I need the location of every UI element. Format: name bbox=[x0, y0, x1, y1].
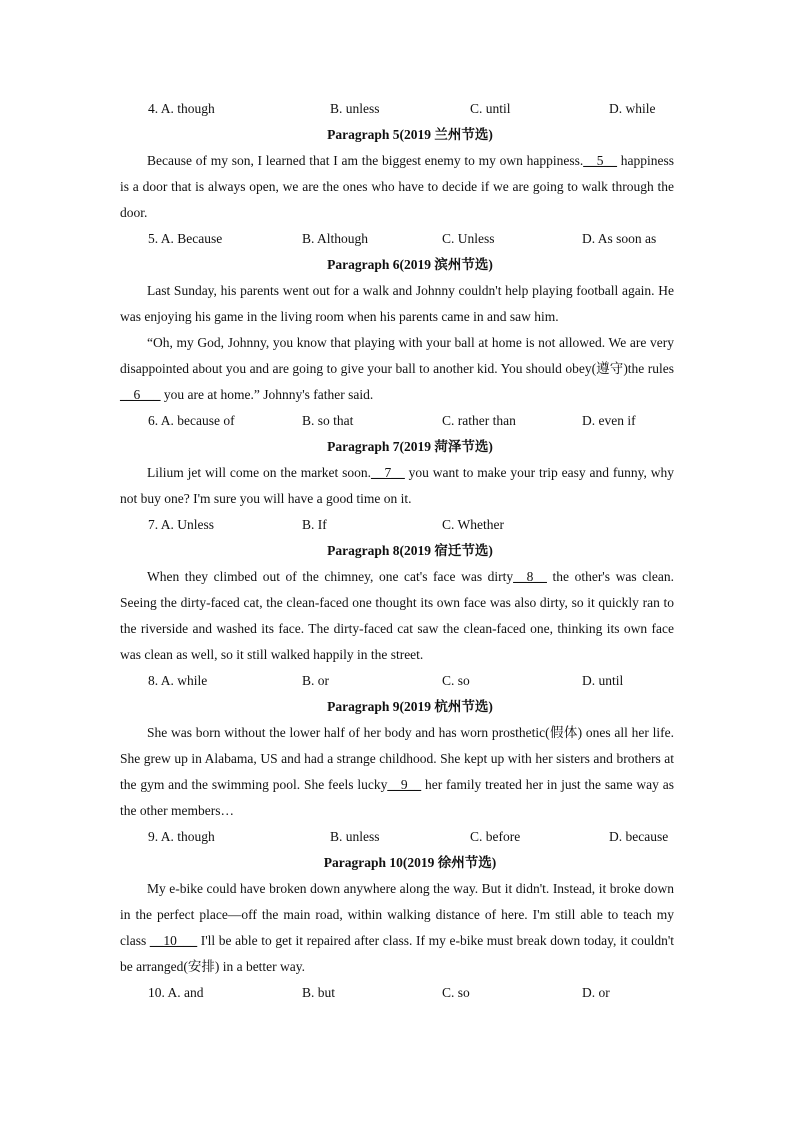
q5-a-text: A. Because bbox=[160, 231, 223, 246]
q10-option-d: D. or bbox=[582, 985, 610, 1000]
q7-a-text: A. Unless bbox=[160, 517, 215, 532]
paragraph-5-text bbox=[120, 148, 674, 226]
paragraph-6-text-1 bbox=[120, 278, 674, 330]
q6-a-text: A. because of bbox=[160, 413, 235, 428]
question-5-options bbox=[148, 229, 688, 249]
q10-option-c: C. so bbox=[442, 985, 470, 1000]
q10-option-b: B. but bbox=[302, 985, 336, 1000]
paragraph-6-text-2 bbox=[120, 330, 674, 408]
paragraph-6-heading: Paragraph 6(2019 滨州节选) bbox=[327, 257, 493, 272]
q5-option-a bbox=[148, 229, 222, 249]
p9-text-before: She was born without the lower half of her body and has worn prosthetic(假体) ones all her life. She grew up in Alabama, US and had a strange childhood. She kept up with her sisters and brothers at the gym and the swimming pool. She feels lucky bbox=[120, 725, 674, 792]
question-6-options bbox=[148, 411, 688, 431]
p6-text-2-after: you are at home.” Johnny's father said. bbox=[163, 387, 374, 402]
q6-option-a bbox=[148, 411, 235, 431]
paragraph-9-heading: Paragraph 9(2019 杭州节选) bbox=[327, 699, 493, 714]
p5-text-before: Because of my son, I learned that I am the biggest enemy to my own happiness. bbox=[147, 153, 584, 168]
p10-text-before: My e-bike could have broken down anywhere along the way. But it didn't. Instead, it broke down in the perfect place—off the main road, within walking distance of here. I'm still able to teach my class bbox=[120, 881, 674, 948]
p6-text-1: Last Sunday, his parents went out for a walk and Johnny couldn't help playing football again. He was enjoying his game in the living room when his parents came in and saw him. bbox=[120, 283, 674, 324]
q6-number: 6. bbox=[148, 413, 159, 428]
q8-option-c: C. so bbox=[442, 673, 470, 688]
paragraph-7-heading: Paragraph 7(2019 菏泽节选) bbox=[327, 439, 493, 454]
q10-a-text: A. and bbox=[167, 985, 204, 1000]
q4-option-b: B. unless bbox=[330, 101, 380, 116]
q5-option-d: D. As soon as bbox=[582, 231, 657, 246]
q8-option-d: D. until bbox=[582, 673, 624, 688]
q9-number: 9. bbox=[148, 829, 159, 844]
q4-option-d: D. while bbox=[609, 101, 656, 116]
p8-text-after: the other's was clean. Seeing the dirty-faced cat, the clean-faced one thought its own face was also dirty, so it quickly ran to the riverside and washed its face. The dirty-faced cat saw the clean-faced one, thinking its own face was clean as well, so it still walked happily in the street. bbox=[120, 569, 674, 662]
p6-text-2-before: “Oh, my God, Johnny, you know that playing with your ball at home is not allowed. We are very disappointed about you and are going to give your ball to another kid. You should obey(遵守)the rules bbox=[120, 335, 674, 376]
q9-option-b: B. unless bbox=[330, 829, 380, 844]
q7-option-b: B. If bbox=[302, 517, 327, 532]
q6-option-d: D. even if bbox=[582, 413, 636, 428]
q5-option-c: C. Unless bbox=[442, 231, 495, 246]
blank-9: __9__ bbox=[387, 777, 422, 792]
paragraph-8-heading: Paragraph 8(2019 宿迁节选) bbox=[327, 543, 493, 558]
question-8-options bbox=[148, 671, 688, 691]
q4-option-c: C. until bbox=[470, 101, 511, 116]
paragraph-9-text bbox=[120, 720, 674, 824]
q6-option-b: B. so that bbox=[302, 413, 354, 428]
blank-8: __8__ bbox=[513, 569, 547, 584]
p7-text-before: Lilium jet will come on the market soon. bbox=[147, 465, 371, 480]
blank-6: __6___ bbox=[120, 387, 161, 402]
q6-option-c: C. rather than bbox=[442, 413, 516, 428]
q7-option-c: C. Whether bbox=[442, 517, 504, 532]
q10-number: 10. bbox=[148, 985, 165, 1000]
q7-number: 7. bbox=[148, 517, 159, 532]
p10-text-after: I'll be able to get it repaired after class. If my e-bike must break down today, it couldn't be arranged(安排) in a better way. bbox=[120, 933, 675, 974]
p9-text-after: her family treated her in just the same way as the other members… bbox=[120, 777, 674, 818]
question-9-options bbox=[148, 827, 688, 847]
paragraph-5-heading: Paragraph 5(2019 兰州节选) bbox=[327, 127, 493, 142]
q10-option-a bbox=[148, 983, 204, 1003]
question-7-options bbox=[148, 515, 688, 535]
q9-a-text: A. though bbox=[160, 829, 215, 844]
q4-number: 4. bbox=[148, 101, 159, 116]
q8-number: 8. bbox=[148, 673, 159, 688]
q9-option-a bbox=[148, 827, 215, 847]
question-10-options bbox=[148, 983, 688, 1003]
q9-option-c: C. before bbox=[470, 829, 521, 844]
p7-text-after: you want to make your trip easy and funny, why not buy one? I'm sure you will have a good time on it. bbox=[120, 465, 674, 506]
q7-option-a bbox=[148, 515, 214, 535]
paragraph-7-text bbox=[120, 460, 674, 512]
p5-text-after: happiness is a door that is always open, we are the ones who have to decide if we are going to walk through the door. bbox=[120, 153, 674, 220]
paragraph-8-text bbox=[120, 564, 674, 668]
q5-option-b: B. Although bbox=[302, 231, 369, 246]
q9-option-d: D. because bbox=[609, 829, 669, 844]
q8-option-a bbox=[148, 671, 207, 691]
q4-a-text: A. though bbox=[160, 101, 215, 116]
blank-7: __7__ bbox=[371, 465, 405, 480]
q8-option-b: B. or bbox=[302, 673, 329, 688]
paragraph-10-text bbox=[120, 876, 674, 980]
p8-text-before: When they climbed out of the chimney, one cat's face was dirty bbox=[147, 569, 514, 584]
q5-number: 5. bbox=[148, 231, 159, 246]
q8-a-text: A. while bbox=[160, 673, 208, 688]
question-4-options bbox=[148, 99, 688, 119]
blank-5: __5__ bbox=[583, 153, 617, 168]
paragraph-10-heading: Paragraph 10(2019 徐州节选) bbox=[323, 855, 497, 870]
blank-10: __10___ bbox=[149, 933, 198, 948]
q4-option-a bbox=[148, 99, 215, 119]
